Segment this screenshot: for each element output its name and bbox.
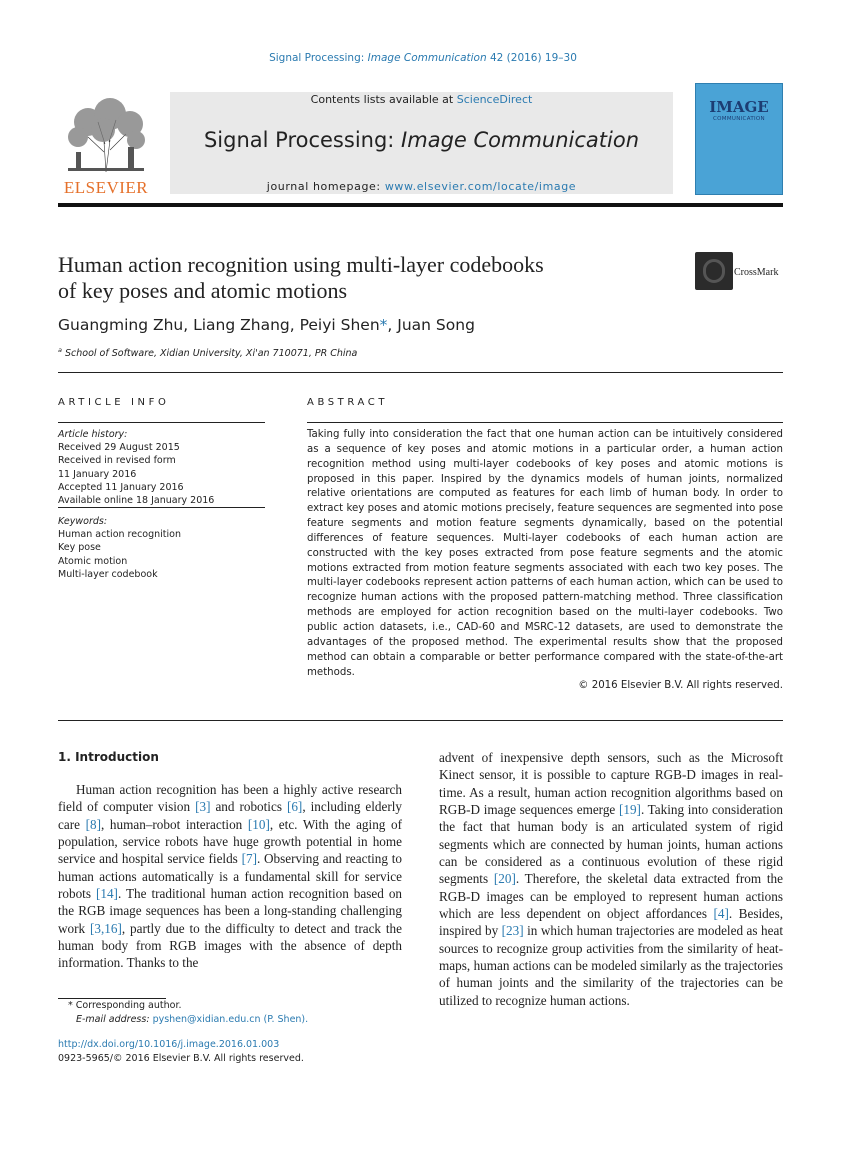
- crossmark-label[interactable]: CrossMark: [734, 267, 779, 278]
- citation-link[interactable]: [6]: [286, 799, 303, 815]
- article-title-line1: Human action recognition using multi-layer codebooks: [58, 252, 544, 277]
- citation-link[interactable]: [3,16]: [89, 920, 122, 936]
- citation-link[interactable]: [4]: [713, 906, 729, 922]
- citation-journal-italic: Image Communication: [367, 52, 487, 64]
- affiliation: [58, 346, 658, 359]
- article-title: [58, 252, 658, 304]
- cover-subtitle: COMMUNICATION: [713, 116, 765, 122]
- citation-link[interactable]: [14]: [95, 886, 118, 902]
- body-text: , partly due to the difficulty to detect and track the human body from RGB images with the absence of depth information. Thanks to the: [58, 920, 402, 971]
- keyword-item: Key pose: [58, 542, 101, 554]
- journal-citation[interactable]: [0, 52, 846, 64]
- homepage-link[interactable]: www.elsevier.com/locate/image: [384, 180, 577, 193]
- citation-volume: 42 (2016) 19–30: [486, 52, 577, 64]
- body-text: , human–robot interaction: [100, 816, 248, 832]
- abstract-rule: [307, 422, 783, 423]
- journal-homepage-line: [170, 180, 673, 193]
- article-info-rule: [58, 422, 265, 423]
- title-divider: [58, 372, 783, 373]
- affiliation-marker: a: [58, 346, 62, 354]
- email-line: [58, 1013, 402, 1027]
- body-text: . Therefore, the skeletal data extracted from the RGB-D images can be employed to represent human actions which are less dependent on object affordances: [439, 871, 783, 922]
- citation-link[interactable]: [7]: [241, 851, 257, 867]
- body-text: . Besides, inspired by: [439, 906, 783, 939]
- article-title-line2: of key poses and atomic motions: [58, 278, 348, 303]
- doi-link[interactable]: http://dx.doi.org/10.1016/j.image.2016.01.003: [58, 1039, 280, 1050]
- author-list: [58, 316, 658, 334]
- history-item: 11 January 2016: [58, 468, 137, 480]
- introduction-left-column: [58, 781, 402, 972]
- body-text: . The traditional human action recognition based on the RGB image sequences has been a long-standing challenging work: [58, 886, 403, 936]
- email-link[interactable]: pyshen@xidian.edu.cn (P. Shen).: [152, 1013, 309, 1025]
- citation-link[interactable]: [3]: [195, 799, 211, 815]
- citation-link[interactable]: [10]: [247, 816, 270, 832]
- history-item: Accepted 11 January 2016: [58, 481, 184, 493]
- abstract-bottom-rule: [58, 720, 783, 721]
- abstract-heading: ABSTRACT: [307, 397, 389, 408]
- contents-prefix: Contents lists available at: [310, 93, 457, 106]
- keywords-label: Keywords:: [58, 516, 108, 527]
- contents-available-line: [170, 93, 673, 106]
- cover-title: IMAGE: [709, 98, 769, 116]
- citation-link[interactable]: [19]: [618, 802, 641, 818]
- keyword-item: Human action recognition: [58, 529, 182, 541]
- crossmark-symbol: [703, 259, 725, 283]
- section-heading-introduction: 1. Introduction: [58, 750, 159, 764]
- history-item: Received in revised form: [58, 455, 176, 467]
- issn-copyright: 0923-5965/© 2016 Elsevier B.V. All rights reserved.: [58, 1052, 304, 1064]
- history-item: Received 29 August 2015: [58, 442, 180, 454]
- abstract-copyright: © 2016 Elsevier B.V. All rights reserved.: [578, 680, 783, 691]
- journal-title: [170, 128, 673, 152]
- history-rule: [58, 507, 265, 508]
- citation-link[interactable]: [8]: [85, 816, 101, 832]
- homepage-prefix: journal homepage:: [266, 180, 385, 193]
- body-text: , including elderly care: [58, 799, 402, 832]
- article-info-heading: ARTICLE INFO: [58, 397, 170, 408]
- sciencedirect-link[interactable]: ScienceDirect: [456, 93, 533, 106]
- keyword-item: Atomic motion: [58, 555, 128, 567]
- corresponding-author-marker[interactable]: *: [379, 316, 388, 334]
- keyword-item: Multi-layer codebook: [58, 568, 158, 580]
- doi-block: [58, 1038, 402, 1065]
- body-text: , etc. With the aging of population, service robots have huge growth potential in home service and hospital service fields: [58, 816, 402, 867]
- history-label: Article history:: [58, 429, 128, 440]
- authors-main: Guangming Zhu, Liang Zhang, Peiyi Shen: [58, 316, 380, 334]
- body-text: Human action recognition has been a highly active research field of computer vision: [58, 782, 402, 815]
- body-text: in which human trajectories are modeled as heat sources to recognize group activities from the similarity of heat-maps, human actions can be modeled similarly as the trajectories of human joints and the similarity of the trajectories can be utilized to recognize human actions.: [439, 923, 783, 1008]
- introduction-right-column: [439, 749, 783, 1009]
- body-text: and robotics: [210, 799, 287, 815]
- body-text: . Observing and reacting to human actions automatically is a fundamental skill for service robots: [58, 851, 402, 902]
- elsevier-wordmark: ELSEVIER: [63, 178, 149, 197]
- email-label: E-mail address:: [76, 1013, 153, 1025]
- citation-link[interactable]: [23]: [501, 923, 524, 939]
- keywords: [58, 515, 265, 581]
- journal-title-italic: Image Communication: [401, 128, 640, 152]
- affiliation-text: School of Software, Xidian University, Xi'an 710071, PR China: [61, 348, 358, 360]
- citation-link[interactable]: [20]: [493, 871, 516, 887]
- body-text: advent of inexpensive depth sensors, such as the Microsoft Kinect sensor, it is possible to capture RGB-D images in real-time. As a result, human action recognition algorithms based on RGB-D image sequences emerge: [439, 750, 783, 818]
- journal-title-main: Signal Processing:: [203, 128, 402, 152]
- article-history: [58, 428, 265, 507]
- authors-tail: , Juan Song: [387, 316, 475, 334]
- abstract-text: Taking fully into consideration the fact that one human action can be intuitively considered as a sequence of key poses and atomic motions in a particular order, a human action recognition method using multi-layer codebooks of key poses and atomic motions is proposed in this paper. Inspired by the dynamics models of human joints, normalized relative orientations are computed as features for each limb of human body. In order to extract key poses and atomic motions precisely, feature sequences are segmented into pose feature segments and motion feature segments dynamically, based on the potential differences of feature sequences. Multi-layer codebooks of each human action are constructed with the key poses extracted from pose feature segments and the atomic motions extracted from motion feature segments associated with each two key poses. The multi-layer codebooks represent action patterns of each human action, which can be used to recognize human actions with the proposed pattern-matching method. Three classification methods are employed for action recognition based on the multi-layer codebooks. Two public action datasets, i.e., CAD-60 and MSRC-12 datasets, are used to demonstrate the advantages of the proposed method. The experimental results show that the proposed method can obtain a comparable or better performance compared with the state-of-the-art methods.: [307, 429, 783, 678]
- citation-journal: Signal Processing:: [269, 52, 368, 64]
- header-rule: [58, 203, 783, 207]
- footnote: [58, 999, 402, 1026]
- history-item: Available online 18 January 2016: [58, 495, 215, 507]
- body-text: . Taking into consideration the fact that human body is an articulated system of rigid segments which are connected by human joints, human actions can be considered as a continuous evolution of these rigid segments: [439, 802, 783, 887]
- corresponding-author-note: * Corresponding author.: [68, 1000, 182, 1011]
